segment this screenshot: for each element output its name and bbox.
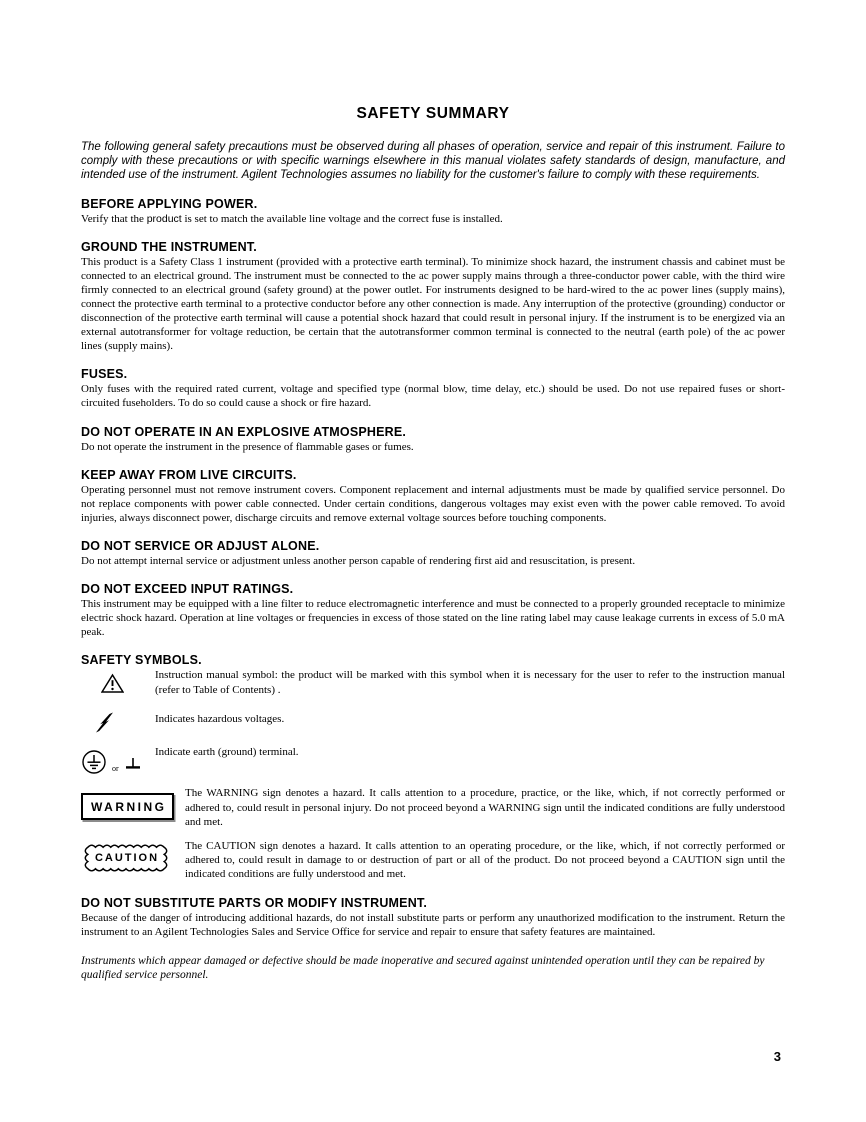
safety-symbol-row-instruction-manual (81, 668, 785, 699)
section-heading-fuses: FUSES. (81, 367, 128, 382)
caution-sign-box (81, 843, 171, 873)
section-heading-do-not-substitute-parts: DO NOT SUBSTITUTE PARTS OR MODIFY INSTRUMENT. (81, 895, 428, 910)
section-heading-live-circuits: KEEP AWAY FROM LIVE CIRCUITS. (81, 467, 297, 482)
warning-sign-box (81, 793, 174, 820)
page-number: 3 (773, 1049, 781, 1064)
section-body-ground-the-instrument: This product is a Safety Class 1 instrument (provided with a protective earth terminal). To minimize shock hazard, the instrument chassis and cabinet must be connected to an electrical ground. The instrument must be connected to the ac power supply mains through a three-conductor power cable, with the third wire firmly connected to an electrical ground (safety ground) at the power outlet. For instruments designed to be hard-wired to the ac power lines (supply mains), connect the protective earth terminal to a protective conductor before any other connection is made. Any interruption of the protective (grounding) conductor or disconnection of the protective earth terminal will cause a potential shock hazard that could result in personal injury. If the instrument is to be energized via an external autotransformer for voltage reduction, be certain that the autotransformer common terminal is connected to the neutral (earth pole) of the ac power lines (supply mains). (81, 255, 785, 353)
section-body-input-ratings: This instrument may be equipped with a line filter to reduce electromagnetic interference and must be connected to a properly grounded receptacle to minimize electric shock hazard. Operation at line voltages or frequencies in excess of those stated on the line rating label may cause leakage currents in excess of 5.0 mA peak. (81, 598, 785, 639)
safety-symbol-row-hazardous-voltage (81, 712, 785, 738)
section-body-service-alone: Do not attempt internal service or adjustment unless another person capable of rendering first aid and resuscitation, is present. (81, 554, 636, 567)
symbol-icon-column (81, 749, 155, 780)
protective-earth-circle-icon (81, 749, 107, 780)
symbol-description: Indicate earth (ground) terminal. (155, 746, 299, 759)
sign-label-column (81, 839, 185, 873)
symbol-icon-column (81, 712, 155, 738)
section-heading-input-ratings: DO NOT EXCEED INPUT RATINGS. (81, 582, 294, 597)
earth-terminal-icon (123, 757, 143, 776)
caution-sign-description: The CAUTION sign denotes a hazard. It calls attention to an operating procedure, or the like, which, if not correctly performed or adhered to, could result in damage to or destruction of part or all of the product. Do not proceed beyond a CAUTION sign until the indicated conditions are fully understood and met. (185, 839, 785, 881)
section-heading-before-applying-power: BEFORE APPLYING POWER. (81, 196, 258, 211)
safety-symbol-row-earth-ground (81, 745, 785, 780)
section-body-do-not-substitute-parts: Because of the danger of introducing additional hazards, do not install substitute parts or perform any unauthorized modification to the instrument. Return the instrument to an Agilent Technologies Sales and Service Office for service and repair to ensure that safety features are maintained. (81, 911, 785, 938)
section-body-before-applying-power (81, 212, 785, 226)
section-body-explosive-atmosphere: Do not operate the instrument in the presence of flammable gases or fumes. (81, 440, 414, 453)
section-heading-service-alone: DO NOT SERVICE OR ADJUST ALONE. (81, 538, 320, 553)
section-heading-explosive-atmosphere: DO NOT OPERATE IN AN EXPLOSIVE ATMOSPHERE. (81, 424, 407, 439)
instruction-manual-warning-triangle-icon (101, 673, 124, 699)
symbol-icon-column (81, 668, 155, 699)
page-title: SAFETY SUMMARY (356, 105, 510, 122)
section-heading-ground-the-instrument: GROUND THE INSTRUMENT. (81, 239, 257, 254)
sign-label-column (81, 786, 185, 820)
caution-sign-row (81, 839, 785, 882)
body-text-segment: is set to match the available line voltage and the correct fuse is installed. (181, 212, 503, 225)
or-label: or (112, 764, 119, 774)
body-text-segment: Verify that the (81, 212, 147, 225)
page-content (81, 104, 785, 983)
body-text-highlight: product (146, 212, 182, 225)
hazardous-voltage-lightning-icon (95, 712, 114, 738)
symbol-description: Indicates hazardous voltages. (155, 713, 285, 726)
closing-note: Instruments which appear damaged or defective should be made inoperative and secured against unintended operation until they can be repaired by qualified service personnel. (81, 954, 765, 982)
warning-sign-description: The WARNING sign denotes a hazard. It calls attention to a procedure, practice, or the like, which, if not correctly performed or adhered to, could result in personal injury. Do not proceed beyond a WARNING sign until the indicated conditions are fully understood and met. (185, 787, 785, 829)
warning-sign-row (81, 786, 785, 829)
section-body-fuses: Only fuses with the required rated current, voltage and specified type (normal blow, time delay, etc.) should be used. Do not use repaired fuses or short-circuited fuseholders. To do so could cause a shock or fire hazard. (81, 383, 785, 410)
symbol-description: Instruction manual symbol: the product will be marked with this symbol when it is necessary for the user to refer to the instruction manual (refer to Table of Contents) . (155, 669, 785, 696)
warning-sign-label: WARNING (91, 799, 167, 814)
intro-paragraph: The following general safety precautions must be observed during all phases of operation, service and repair of this instrument. Failure to comply with these precautions or with specific warnings elsewhere in this manual violates safety standards of design, manufacture, and intended use of the instrument. Agilent Technologies assumes no liability for the customer's failure to comply with these requirements. (81, 141, 785, 182)
section-heading-safety-symbols: SAFETY SYMBOLS. (81, 653, 202, 668)
section-body-live-circuits: Operating personnel must not remove instrument covers. Component replacement and internal adjustments must be made by qualified service personnel. Do not replace components with power cable connected. Under certain conditions, dangerous voltages may exist even with the power cable removed. To avoid injuries, always disconnect power, discharge circuits and remove external voltage sources before touching components. (81, 483, 785, 524)
caution-sign-label: CAUTION (94, 851, 160, 864)
